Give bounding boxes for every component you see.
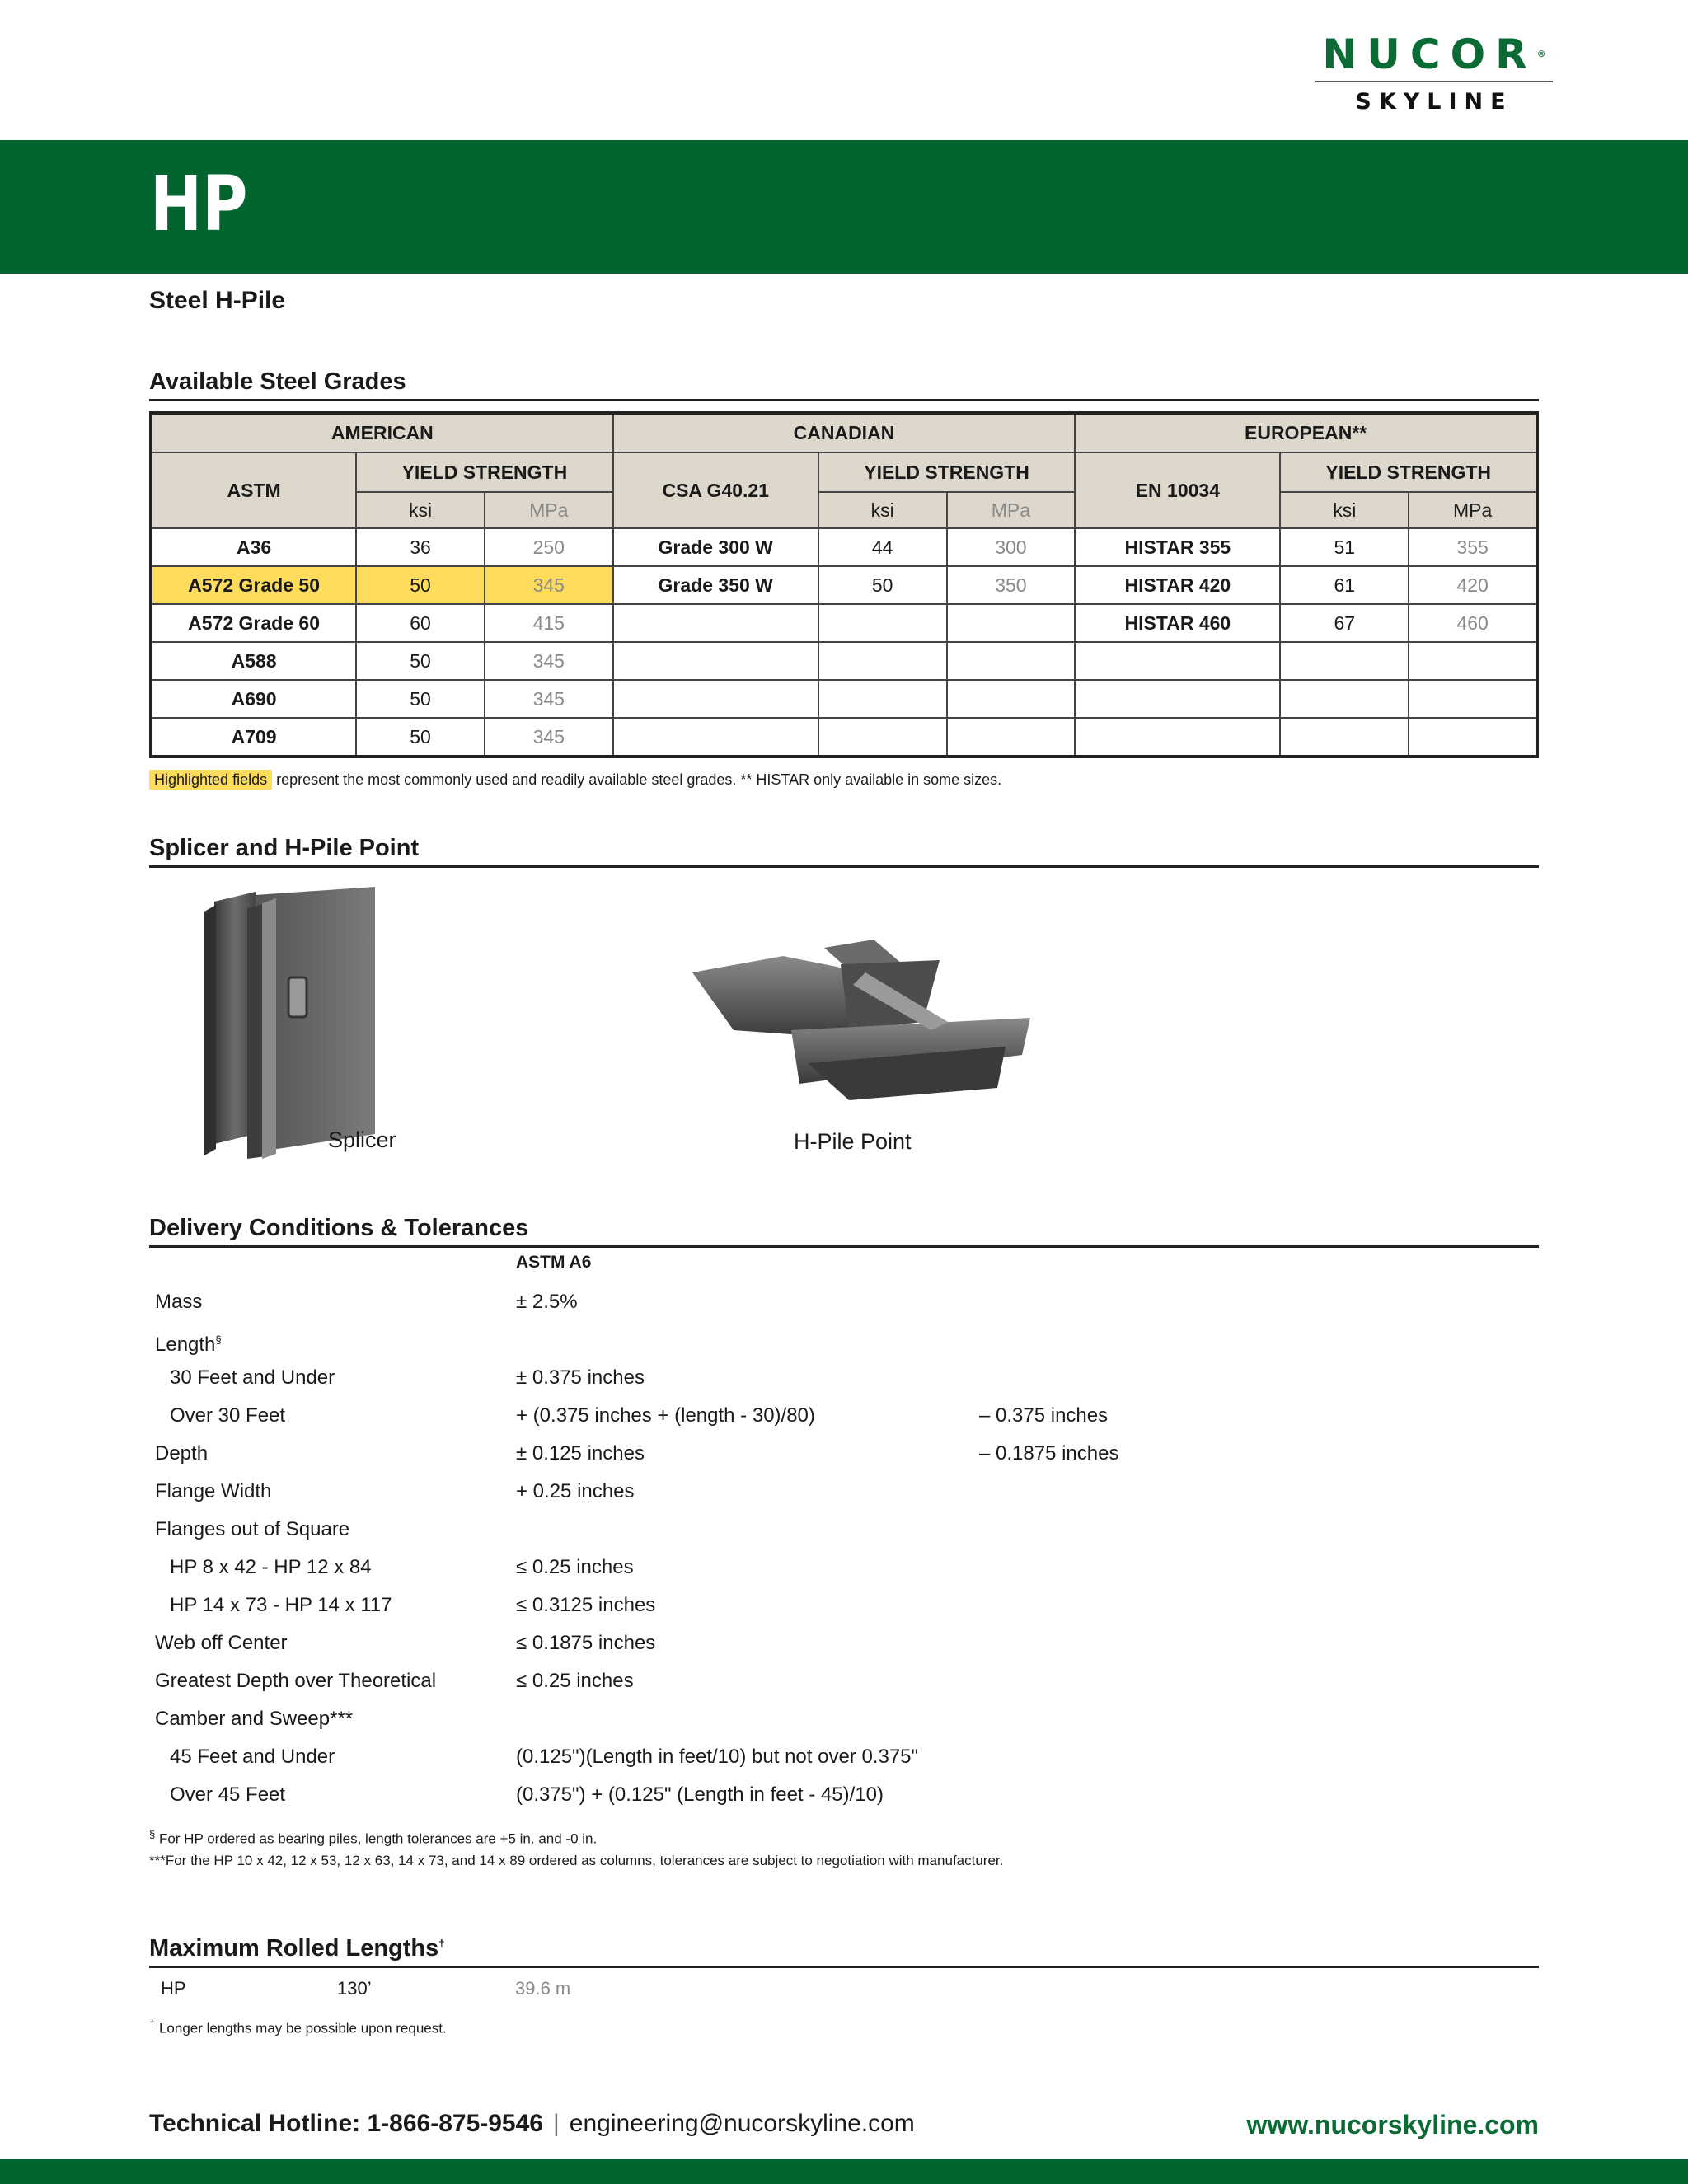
std-header-astm: ASTM bbox=[151, 452, 356, 528]
value-mpa bbox=[947, 680, 1076, 718]
value-ksi bbox=[818, 642, 947, 680]
length-footnote-mark: § bbox=[215, 1333, 222, 1346]
value-mpa: 345 bbox=[485, 718, 613, 757]
value-ksi: 61 bbox=[1280, 566, 1409, 604]
grade-american: A709 bbox=[151, 718, 356, 757]
title-banner bbox=[0, 140, 1688, 274]
section-heading-max-lengths: Maximum Rolled Lengths† bbox=[149, 1935, 1539, 1968]
list-item: Mass ± 2.5% bbox=[155, 1291, 578, 1313]
table-row bbox=[151, 528, 1537, 566]
value-mpa: 355 bbox=[1409, 528, 1537, 566]
table-row bbox=[151, 642, 1537, 680]
yield-header-canadian: YIELD STRENGTH bbox=[818, 452, 1075, 492]
section-heading-grades: Available Steel Grades bbox=[149, 368, 1539, 401]
footer-separator: | bbox=[552, 2110, 560, 2137]
grade-canadian bbox=[613, 718, 818, 757]
value-mpa: 300 bbox=[947, 528, 1076, 566]
std-header-csa: CSA G40.21 bbox=[613, 452, 818, 528]
grade-european: HISTAR 420 bbox=[1075, 566, 1280, 604]
value-ksi: 36 bbox=[356, 528, 485, 566]
value-ksi: 51 bbox=[1280, 528, 1409, 566]
grade-european bbox=[1075, 718, 1280, 757]
value-ksi: 50 bbox=[356, 642, 485, 680]
value-ksi bbox=[1280, 680, 1409, 718]
value-ksi: 50 bbox=[356, 566, 485, 604]
value-mpa bbox=[947, 604, 1076, 642]
page-title: HP bbox=[150, 160, 248, 248]
list-item: Over 30 Feet + (0.375 inches + (length - 30)/80) – 0.375 inches bbox=[170, 1404, 1109, 1427]
table-row bbox=[151, 718, 1537, 757]
splicer-label: Splicer bbox=[328, 1127, 396, 1152]
value-ksi: 44 bbox=[818, 528, 947, 566]
max-length-shape: HP bbox=[161, 1978, 186, 1999]
value-mpa: 345 bbox=[485, 566, 613, 604]
page-subtitle: Steel H-Pile bbox=[149, 287, 286, 314]
value-mpa: 345 bbox=[485, 680, 613, 718]
logo-divider bbox=[1315, 81, 1553, 82]
value-ksi bbox=[818, 718, 947, 757]
list-item: Camber and Sweep*** bbox=[155, 1708, 354, 1730]
list-item: Length§ bbox=[155, 1333, 222, 1356]
yield-header-european: YIELD STRENGTH bbox=[1280, 452, 1537, 492]
group-header-european: EUROPEAN** bbox=[1075, 413, 1537, 452]
grade-american: A572 Grade 60 bbox=[151, 604, 356, 642]
logo-reg-mark: ® bbox=[1536, 49, 1546, 59]
value-ksi: 50 bbox=[356, 680, 485, 718]
grade-american: A36 bbox=[151, 528, 356, 566]
value-ksi: 60 bbox=[356, 604, 485, 642]
grade-american: A572 Grade 50 bbox=[151, 566, 356, 604]
unit-mpa-canadian: MPa bbox=[947, 492, 1076, 528]
grade-european: HISTAR 355 bbox=[1075, 528, 1280, 566]
nucor-skyline-logo bbox=[1311, 31, 1558, 115]
delivery-footnote-2: ***For the HP 10 x 42, 12 x 53, 12 x 63, 14 x 73, and 14 x 89 ordered as columns, tolerances are subject to negotiation with manufacturer. bbox=[149, 1853, 1004, 1868]
grade-canadian bbox=[613, 604, 818, 642]
list-item: 30 Feet and Under ± 0.375 inches bbox=[170, 1366, 645, 1389]
value-ksi: 67 bbox=[1280, 604, 1409, 642]
website-link[interactable]: www.nucorskyline.com bbox=[1246, 2110, 1539, 2139]
grade-canadian: Grade 300 W bbox=[613, 528, 818, 566]
value-mpa bbox=[947, 718, 1076, 757]
grade-american: A690 bbox=[151, 680, 356, 718]
section-heading-delivery: Delivery Conditions & Tolerances bbox=[149, 1215, 1539, 1248]
group-header-canadian: CANADIAN bbox=[613, 413, 1076, 452]
email-link[interactable]: engineering@nucorskyline.com bbox=[569, 2110, 915, 2137]
list-item: Over 45 Feet (0.375") + (0.125" (Length in feet - 45)/10) bbox=[170, 1783, 884, 1806]
table-row-highlighted bbox=[151, 566, 1537, 604]
unit-ksi-european: ksi bbox=[1280, 492, 1409, 528]
max-length-feet: 130’ bbox=[337, 1978, 372, 1999]
value-mpa: 250 bbox=[485, 528, 613, 566]
list-item: Greatest Depth over Theoretical ≤ 0.25 inches bbox=[155, 1670, 634, 1692]
technical-hotline: Technical Hotline: 1-866-875-9546 bbox=[149, 2110, 543, 2137]
value-ksi bbox=[1280, 718, 1409, 757]
grade-canadian: Grade 350 W bbox=[613, 566, 818, 604]
max-length-row bbox=[161, 1976, 1545, 2001]
grade-european bbox=[1075, 680, 1280, 718]
footer-contact bbox=[149, 2110, 915, 2138]
value-mpa: 350 bbox=[947, 566, 1076, 604]
unit-ksi-american: ksi bbox=[356, 492, 485, 528]
list-item: Web off Center ≤ 0.1875 inches bbox=[155, 1632, 656, 1654]
unit-ksi-canadian: ksi bbox=[818, 492, 947, 528]
max-length-meters: 39.6 m bbox=[515, 1978, 571, 1999]
value-ksi bbox=[818, 604, 947, 642]
grades-note bbox=[149, 771, 1001, 789]
value-mpa: 415 bbox=[485, 604, 613, 642]
std-header-en: EN 10034 bbox=[1075, 452, 1280, 528]
value-ksi: 50 bbox=[356, 718, 485, 757]
grade-european: HISTAR 460 bbox=[1075, 604, 1280, 642]
grades-note-text: represent the most commonly used and readily available steel grades. ** HISTAR only available in some sizes. bbox=[272, 771, 1002, 788]
grade-canadian bbox=[613, 642, 818, 680]
splicer-image bbox=[198, 887, 396, 1159]
list-item: Flanges out of Square bbox=[155, 1518, 350, 1540]
value-mpa: 460 bbox=[1409, 604, 1537, 642]
value-mpa bbox=[1409, 642, 1537, 680]
value-mpa bbox=[947, 642, 1076, 680]
grade-american: A588 bbox=[151, 642, 356, 680]
footer-bar bbox=[0, 2159, 1688, 2184]
max-length-footnote: † Longer lengths may be possible upon request. bbox=[149, 2018, 447, 2036]
group-header-american: AMERICAN bbox=[151, 413, 613, 452]
list-item: 45 Feet and Under (0.125")(Length in feet/10) but not over 0.375" bbox=[170, 1746, 919, 1768]
h-pile-point-image bbox=[684, 940, 1039, 1104]
footer bbox=[149, 2110, 1539, 2143]
logo-main-text: NUCOR bbox=[1322, 30, 1537, 78]
unit-mpa-american: MPa bbox=[485, 492, 613, 528]
value-ksi bbox=[1280, 642, 1409, 680]
value-ksi bbox=[818, 680, 947, 718]
table-row bbox=[151, 680, 1537, 718]
section-heading-splicer: Splicer and H-Pile Point bbox=[149, 835, 1539, 868]
value-mpa: 420 bbox=[1409, 566, 1537, 604]
value-ksi: 50 bbox=[818, 566, 947, 604]
list-item: HP 8 x 42 - HP 12 x 84 ≤ 0.25 inches bbox=[170, 1556, 634, 1578]
steel-grades-table bbox=[149, 411, 1539, 758]
delivery-footnote-1: § For HP ordered as bearing piles, length tolerances are +5 in. and -0 in. bbox=[149, 1828, 598, 1847]
grade-european bbox=[1075, 642, 1280, 680]
h-pile-point-label: H-Pile Point bbox=[794, 1129, 912, 1154]
grade-canadian bbox=[613, 680, 818, 718]
value-mpa bbox=[1409, 680, 1537, 718]
table-row bbox=[151, 604, 1537, 642]
list-item: HP 14 x 73 - HP 14 x 117 ≤ 0.3125 inches bbox=[170, 1594, 656, 1616]
list-item: Flange Width + 0.25 inches bbox=[155, 1480, 635, 1502]
highlight-legend: Highlighted fields bbox=[149, 770, 272, 790]
logo-sub-text: SKYLINE bbox=[1355, 89, 1513, 115]
unit-mpa-european: MPa bbox=[1409, 492, 1537, 528]
delivery-column-header: ASTM A6 bbox=[516, 1253, 592, 1272]
value-mpa: 345 bbox=[485, 642, 613, 680]
yield-header-american: YIELD STRENGTH bbox=[356, 452, 612, 492]
value-mpa bbox=[1409, 718, 1537, 757]
list-item: Depth ± 0.125 inches – 0.1875 inches bbox=[155, 1442, 1119, 1465]
